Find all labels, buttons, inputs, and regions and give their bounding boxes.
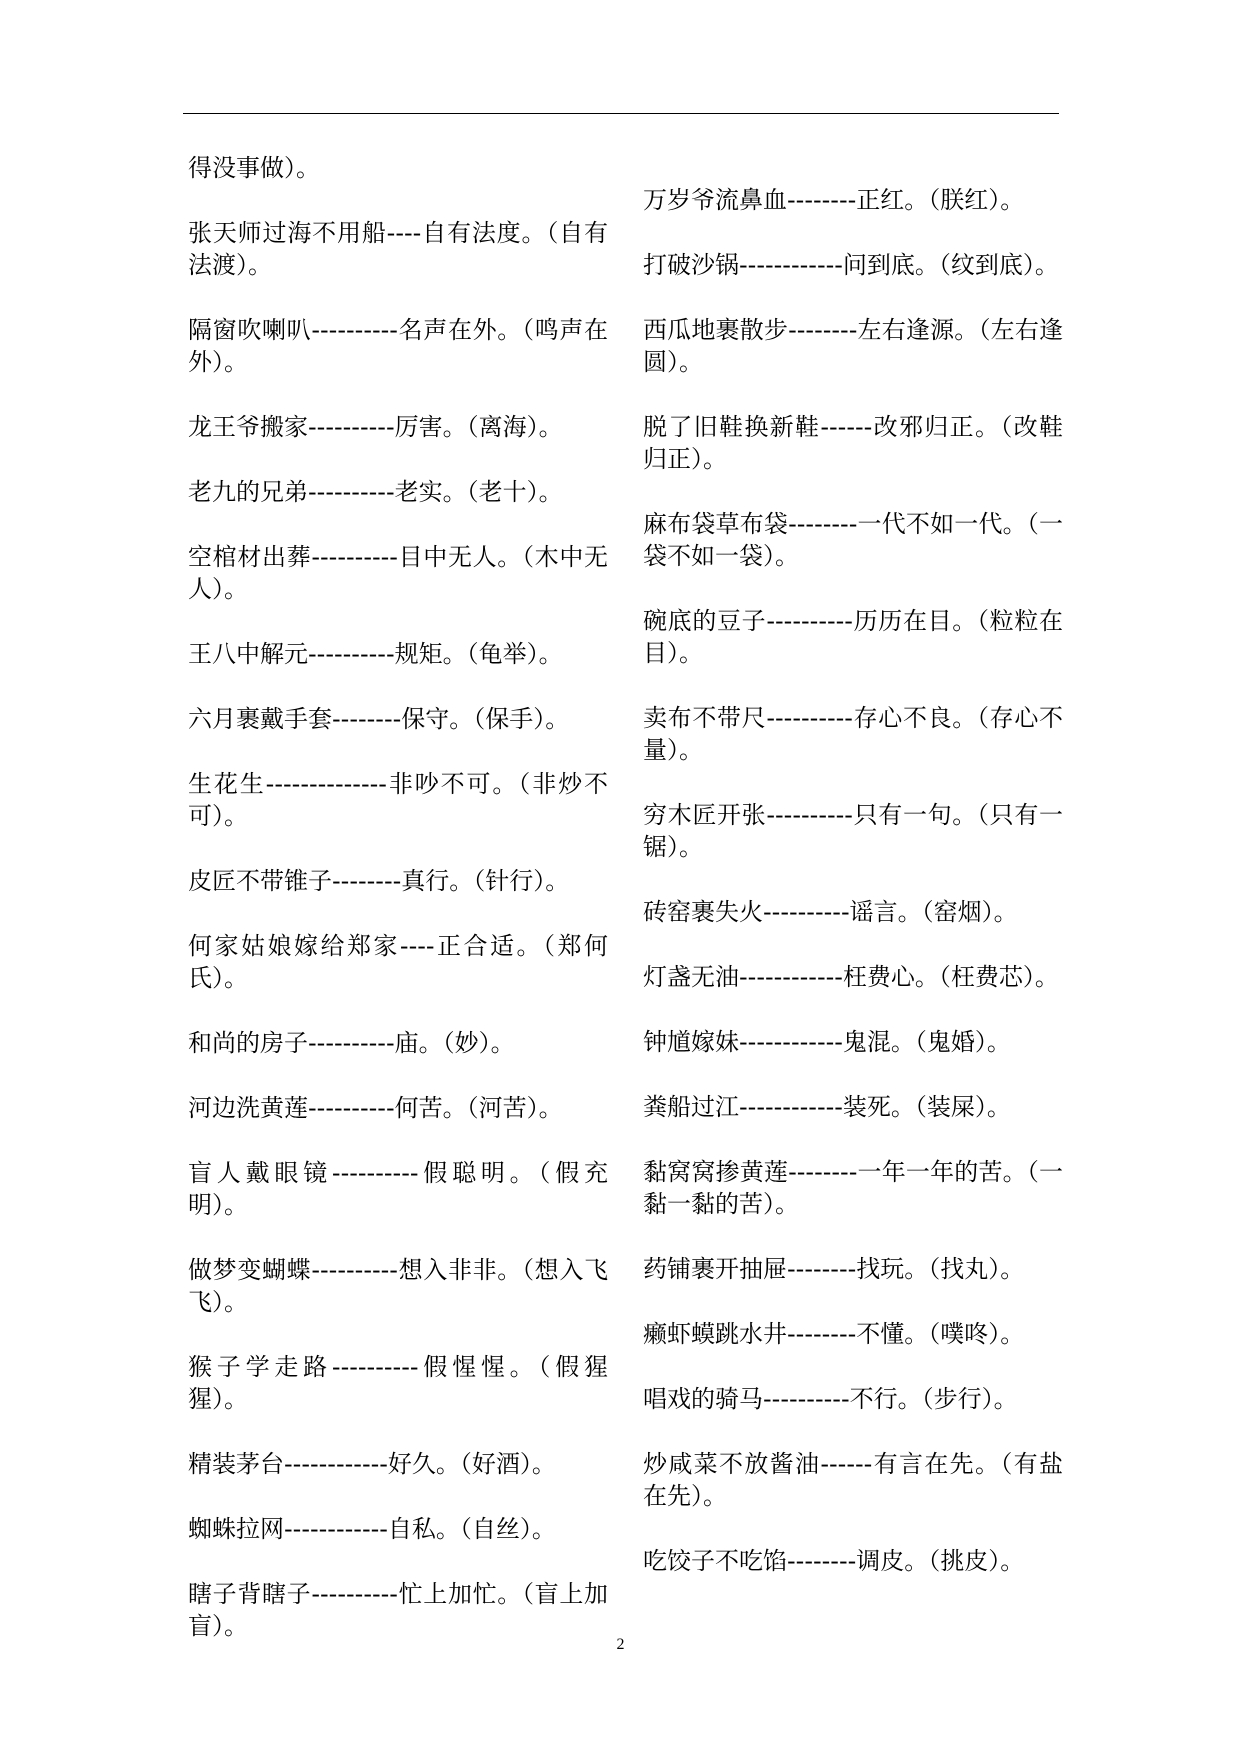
right-column <box>643 184 1063 1610</box>
list-item: 王八中解元----------规矩。（龟举）。 <box>188 640 563 668</box>
list-item: 蜘蛛拉网------------自私。（自丝）。 <box>188 1515 556 1543</box>
header-rule <box>183 113 1059 114</box>
list-item: 癞虾蟆跳水井--------不懂。（噗咚）。 <box>643 1320 1025 1348</box>
page-number: 2 <box>616 1636 625 1653</box>
list-item: 灯盏无油------------枉费心。（枉费芯）。 <box>643 963 1059 991</box>
list-item: 张天师过海不用船----自有法度。（自有法渡）。 <box>188 219 608 279</box>
list-item: 猴子学走路----------假惺惺。（假猩猩）。 <box>188 1353 608 1413</box>
list-item: 得没事做）。 <box>188 154 320 182</box>
list-item: 万岁爷流鼻血--------正红。（朕红）。 <box>643 186 1025 214</box>
list-item: 六月裹戴手套--------保守。（保手）。 <box>188 705 570 733</box>
list-item: 脱了旧鞋换新鞋------改邪归正。（改鞋归正）。 <box>643 413 1063 473</box>
list-item: 盲人戴眼镜----------假聪明。（假充明）。 <box>188 1159 608 1219</box>
list-item: 皮匠不带锥子--------真行。（针行）。 <box>188 867 570 895</box>
list-item: 卖布不带尺----------存心不良。（存心不量）。 <box>643 704 1063 764</box>
list-item: 吃饺子不吃馅--------调皮。（挑皮）。 <box>643 1547 1025 1575</box>
list-item: 生花生--------------非吵不可。（非炒不可）。 <box>188 770 608 830</box>
list-item: 药铺裹开抽屉--------找玩。（找丸）。 <box>643 1255 1025 1283</box>
left-column <box>188 152 608 1675</box>
list-item: 钟馗嫁妹------------鬼混。（鬼婚）。 <box>643 1028 1011 1056</box>
list-item: 隔窗吹喇叭----------名声在外。（鸣声在外）。 <box>188 316 608 376</box>
list-item: 何家姑娘嫁给郑家----正合适。（郑何氏）。 <box>188 932 608 992</box>
list-item: 做梦变蝴蝶----------想入非非。（想入飞飞）。 <box>188 1256 608 1316</box>
list-item: 老九的兄弟----------老实。（老十）。 <box>188 478 563 506</box>
list-item: 和尚的房子----------庙。（妙）。 <box>188 1029 515 1057</box>
list-item: 砖窑裹失火----------谣言。（窑烟）。 <box>643 898 1018 926</box>
list-item: 西瓜地裹散步--------左右逢源。（左右逢圆）。 <box>643 316 1063 376</box>
list-item: 河边洗黄莲----------何苦。（河苦）。 <box>188 1094 563 1122</box>
list-item: 炒咸菜不放酱油------有言在先。（有盐在先）。 <box>643 1450 1063 1510</box>
list-item: 唱戏的骑马----------不行。（步行）。 <box>643 1385 1018 1413</box>
list-item: 精装茅台------------好久。（好酒）。 <box>188 1450 556 1478</box>
list-item: 龙王爷搬家----------厉害。（离海）。 <box>188 413 563 441</box>
list-item: 空棺材出葬----------目中无人。（木中无人）。 <box>188 543 608 603</box>
list-item: 穷木匠开张----------只有一句。（只有一锯）。 <box>643 801 1063 861</box>
list-item: 麻布袋草布袋--------一代不如一代。（一袋不如一袋）。 <box>643 510 1063 570</box>
list-item: 碗底的豆子----------历历在目。（粒粒在目）。 <box>643 607 1063 667</box>
list-item: 打破沙锅------------问到底。（纹到底）。 <box>643 251 1059 279</box>
list-item: 黏窝窝掺黄莲--------一年一年的苦。（一黏一黏的苦）。 <box>643 1158 1063 1218</box>
list-item: 粪船过江------------装死。（装屎）。 <box>643 1093 1011 1121</box>
list-item: 瞎子背瞎子----------忙上加忙。（盲上加盲）。 <box>188 1580 608 1640</box>
